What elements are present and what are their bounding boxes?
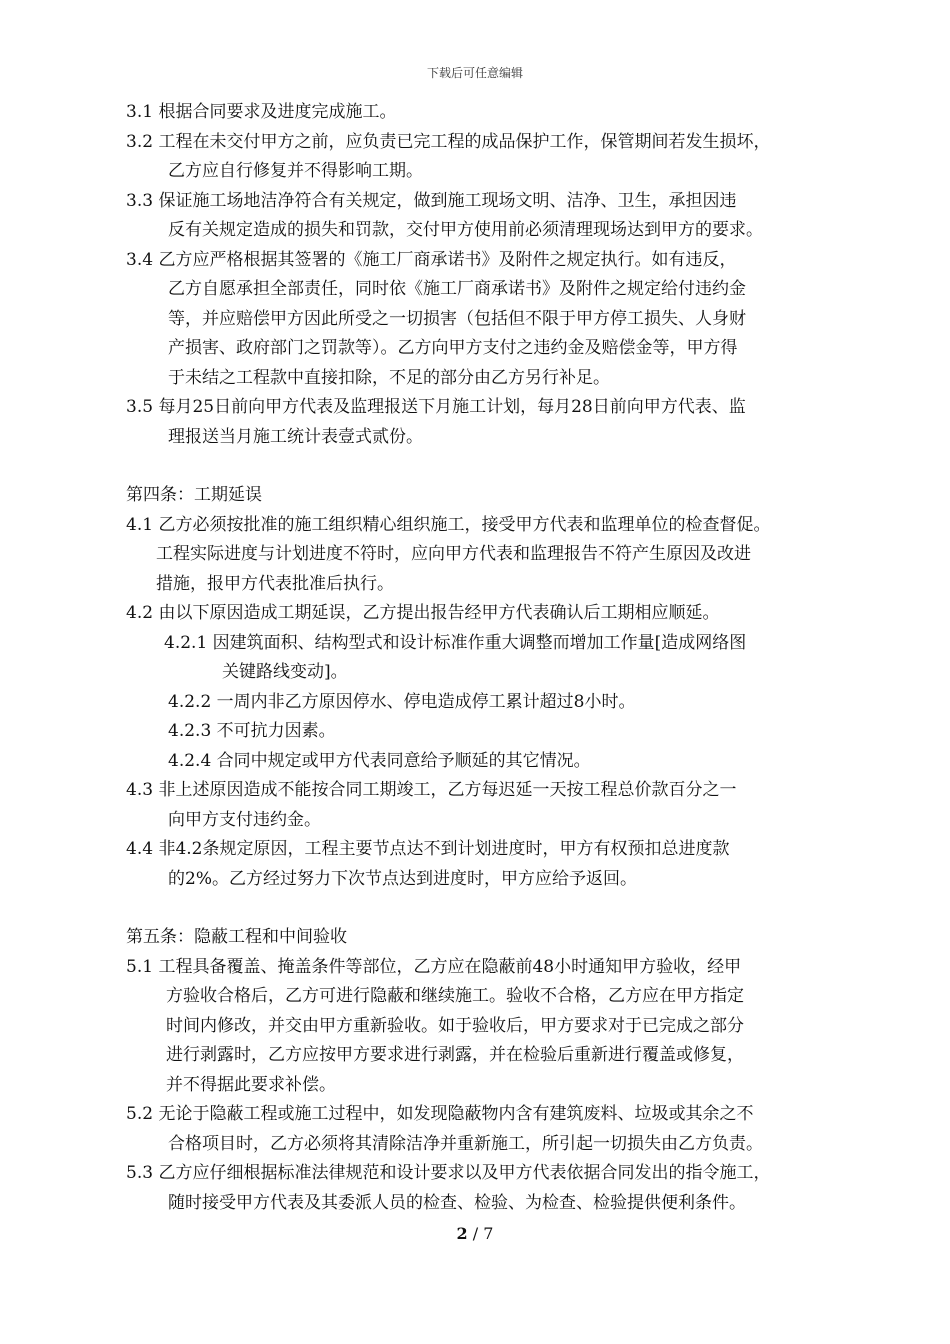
article-4-heading bbox=[126, 481, 841, 511]
article-heading: 第五条：隐蔽工程和中间验收 bbox=[126, 927, 347, 947]
clause-line: 4.3 非上述原因造成不能按合同工期竣工，乙方每迟延一天按工程总价款百分之一 bbox=[126, 780, 737, 800]
clause-4-4 bbox=[126, 835, 841, 894]
total-pages: 7 bbox=[483, 1224, 494, 1243]
page-separator: / bbox=[467, 1224, 484, 1243]
clause-line: 3.5 每月25日前向甲方代表及监理报送下月施工计划，每月28日前向甲方代表、监 bbox=[126, 397, 746, 417]
clause-5-3 bbox=[126, 1159, 841, 1218]
clause-line: 4.2.2 一周内非乙方原因停水、停电造成停工累计超过8小时。 bbox=[168, 691, 636, 712]
clause-line: 进行剥露时，乙方应按甲方要求进行剥露，并在检验后重新进行覆盖或修复， bbox=[166, 1045, 744, 1065]
clause-4-2-4 bbox=[126, 747, 841, 777]
clause-line: 反有关规定造成的损失和罚款，交付甲方使用前必须清理现场达到甲方的要求。 bbox=[168, 220, 763, 240]
clause-line: 4.4 非4.2条规定原因，工程主要节点达不到计划进度时，甲方有权预扣总进度款 bbox=[126, 839, 730, 859]
clause-4-1 bbox=[126, 511, 841, 600]
article-heading: 第四条：工期延误 bbox=[126, 485, 262, 505]
clause-4-2-2 bbox=[126, 688, 841, 718]
clause-line: 向甲方支付违约金。 bbox=[168, 809, 321, 830]
clause-4-2-1 bbox=[126, 629, 841, 688]
document-body bbox=[126, 98, 841, 1218]
clause-line: 5.2 无论于隐蔽工程或施工过程中，如发现隐蔽物内含有建筑废料、垃圾或其余之不 bbox=[126, 1104, 754, 1124]
clause-line: 并不得据此要求补偿。 bbox=[166, 1074, 336, 1095]
clause-line: 合格项目时，乙方必须将其清除洁净并重新施工，所引起一切损失由乙方负责。 bbox=[168, 1133, 763, 1154]
page-number bbox=[0, 1224, 950, 1243]
clause-3-1 bbox=[126, 98, 841, 128]
clause-line: 措施，报甲方代表批准后执行。 bbox=[156, 573, 394, 594]
clause-line: 5.3 乙方应仔细根据标准法律规范和设计要求以及甲方代表依据合同发出的指令施工， bbox=[126, 1163, 771, 1183]
clause-line: 随时接受甲方代表及其委派人员的检查、检验、为检查、检验提供便利条件。 bbox=[168, 1192, 746, 1213]
clause-4-3 bbox=[126, 776, 841, 835]
clause-line: 的2%。乙方经过努力下次节点达到进度时，甲方应给予返回。 bbox=[168, 868, 637, 889]
clause-line: 3.3 保证施工场地洁净符合有关规定，做到施工现场文明、洁净、卫生，承担因违 bbox=[126, 190, 737, 211]
clause-line: 3.1 根据合同要求及进度完成施工。 bbox=[126, 102, 397, 122]
clause-line: 等，并应赔偿甲方因此所受之一切损害（包括但不限于甲方停工损失、人身财 bbox=[168, 308, 746, 329]
clause-line: 4.2.1 因建筑面积、结构型式和设计标准作重大调整而增加工作量[造成网络图 bbox=[164, 632, 747, 653]
clause-line: 产损害、政府部门之罚款等）。乙方向甲方支付之违约金及赔偿金等，甲方得 bbox=[168, 338, 738, 358]
clause-line: 4.2.4 合同中规定或甲方代表同意给予顺延的其它情况。 bbox=[168, 750, 591, 771]
clause-3-2 bbox=[126, 128, 841, 187]
clause-4-2-3 bbox=[126, 717, 841, 747]
clause-3-4 bbox=[126, 246, 841, 394]
clause-line: 乙方应自行修复并不得影响工期。 bbox=[168, 161, 423, 181]
clause-line: 理报送当月施工统计表壹式贰份。 bbox=[168, 426, 423, 447]
clause-line: 4.2 由以下原因造成工期延误，乙方提出报告经甲方代表确认后工期相应顺延。 bbox=[126, 603, 720, 623]
clause-line: 关键路线变动]。 bbox=[222, 662, 348, 682]
clause-line: 乙方自愿承担全部责任，同时依《施工厂商承诺书》及附件之规定给付违约金 bbox=[168, 279, 746, 299]
clause-line: 于未结之工程款中直接扣除，不足的部分由乙方另行补足。 bbox=[168, 367, 610, 388]
clause-5-2 bbox=[126, 1100, 841, 1159]
clause-line: 4.1 乙方必须按批准的施工组织精心组织施工，接受甲方代表和监理单位的检查督促。 bbox=[126, 514, 771, 535]
clause-3-3 bbox=[126, 187, 841, 246]
clause-5-1 bbox=[126, 953, 841, 1101]
clause-line: 工程实际进度与计划进度不符时，应向甲方代表和监理报告不符产生原因及改进 bbox=[156, 544, 751, 564]
article-5-heading bbox=[126, 923, 841, 953]
clause-line: 方验收合格后，乙方可进行隐蔽和继续施工。验收不合格，乙方应在甲方指定 bbox=[166, 986, 744, 1006]
clause-line: 时间内修改，并交由甲方重新验收。如于验收后，甲方要求对于已完成之部分 bbox=[166, 1015, 744, 1036]
clause-line: 4.2.3 不可抗力因素。 bbox=[168, 721, 336, 741]
current-page: 2 bbox=[456, 1224, 468, 1243]
clause-line: 5.1 工程具备覆盖、掩盖条件等部位，乙方应在隐蔽前48小时通知甲方验收，经甲 bbox=[126, 956, 742, 977]
clause-line: 3.2 工程在未交付甲方之前，应负责已完工程的成品保护工作，保管期间若发生损坏， bbox=[126, 131, 771, 152]
clause-line: 3.4 乙方应严格根据其签署的《施工厂商承诺书》及附件之规定执行。如有违反， bbox=[126, 249, 737, 270]
clause-3-5 bbox=[126, 393, 841, 452]
clause-4-2 bbox=[126, 599, 841, 629]
page-header: 下载后可任意编辑 bbox=[426, 66, 523, 80]
